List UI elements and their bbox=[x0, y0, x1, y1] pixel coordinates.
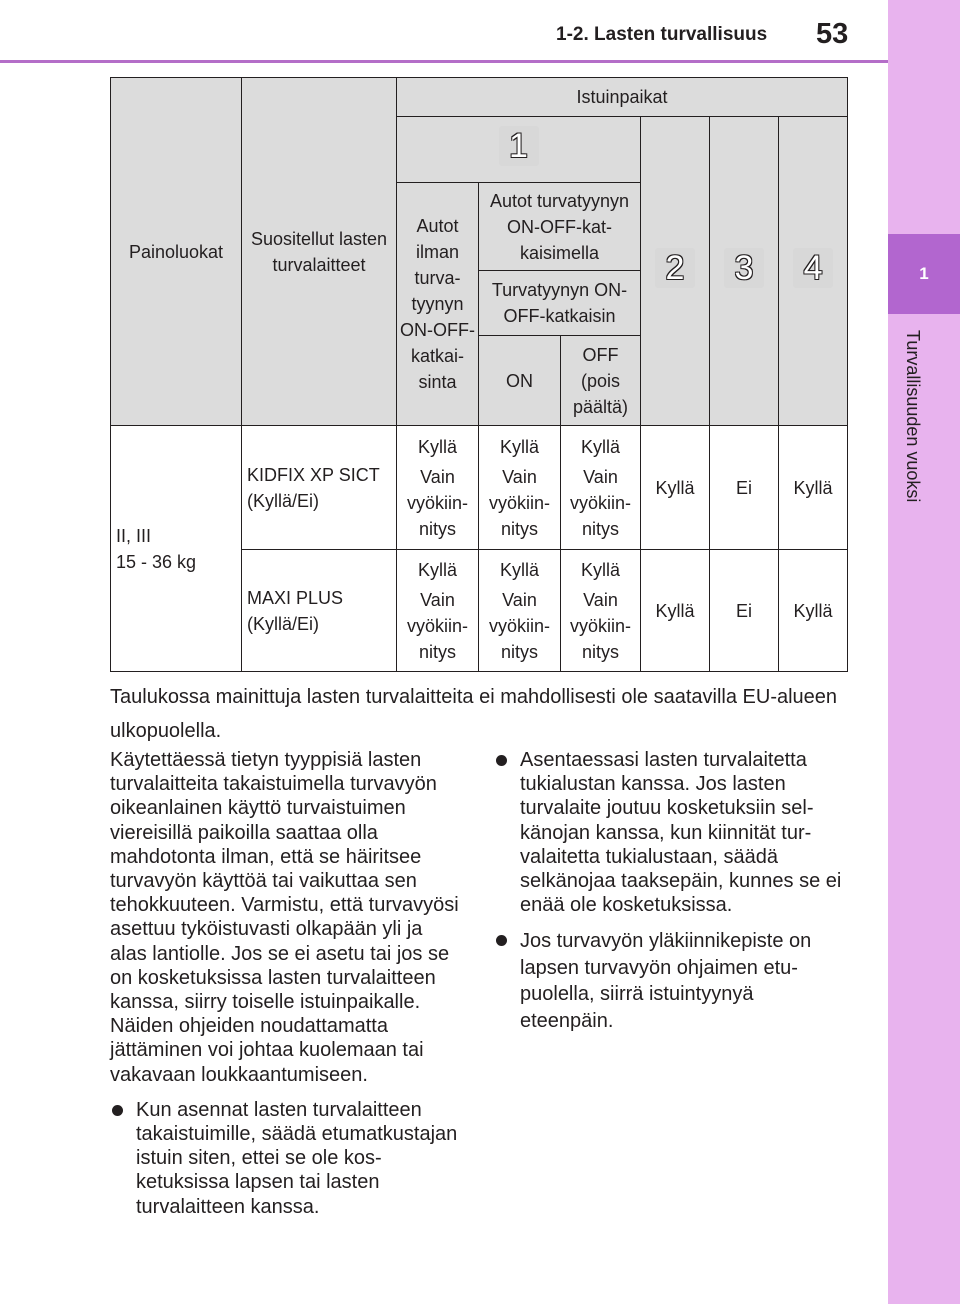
bullet-icon bbox=[496, 935, 507, 946]
cell-switch-off: Kyllä Vain vyökiinnitys bbox=[561, 426, 641, 550]
seatbelt-paragraph: Käytettäessä tietyn tyyppisiä lasten turvalaitteita takaistuimella turvavyön oikeanlainen käyttö turvaistuimen viereisillä paikoilla saattaa olla mahdotonta ilman, että se häiritsee turvavyön käyttöä tai vaikuttaa sen tehokkuuteen. Varmistu, että turvavyösi asettuu tyköistuvasti olkapään yli ja alas lantiolle. Jos se ei asetu tai jos se on kosketuksissa lasten turvalaitteen kanssa, siirry toiselle istuinpaikalle. Näiden ohjeiden noudattamatta jättäminen voi johtaa kuolemaan tai vakavaan loukkaantumiseen. bbox=[110, 749, 459, 1086]
cell-seat-3: Ei bbox=[710, 426, 779, 550]
cell-switch-on: Kyllä Vain vyökiinnitys bbox=[479, 426, 561, 550]
seat-1-icon: 1 bbox=[499, 126, 539, 166]
table-row bbox=[111, 426, 848, 550]
list-item: Asentaessasi lasten turvalaitetta tukialustan kanssa. Jos lasten turvalaite joutuu kosketuksiin selkänojan kanssa, kun kiinnität turvalaitetta tukialustaan, säädä selkänojaa taaksepäin, kunnes se ei enää ole kosketuksissa. bbox=[494, 748, 846, 917]
device-cell: MAXI PLUS (Kyllä/Ei) bbox=[242, 550, 397, 672]
header-cars-with-switch: Autot turvatyynyn ON-OFF-katkaisimella bbox=[479, 183, 641, 271]
cell-seat-4: Kyllä bbox=[779, 550, 848, 672]
header-recommended-devices: Suositellut lasten turvalaitteet bbox=[242, 78, 397, 426]
bullet-icon bbox=[496, 755, 507, 766]
weight-range: 15 - 36 kg bbox=[116, 551, 197, 572]
child-seat-suitability-table bbox=[110, 77, 848, 672]
cell-seat-3: Ei bbox=[710, 550, 779, 672]
chapter-title-vertical: Turvallisuuden vuoksi bbox=[903, 330, 923, 503]
cell-seat-2: Kyllä bbox=[641, 426, 710, 550]
device-cell: KIDFIX XP SICT (Kyllä/Ei) bbox=[242, 426, 397, 550]
header-seating-positions: Istuinpaikat bbox=[397, 78, 848, 117]
seat-4-icon: 4 bbox=[793, 248, 833, 288]
availability-note: Taulukossa mainittuja lasten turvalaitteita ei mahdollisesti ole saatavilla EU-alueen ulkopuolella. bbox=[110, 686, 838, 742]
header-divider bbox=[0, 60, 888, 63]
seat-2-header bbox=[641, 117, 710, 426]
header-weight-class: Painoluokat bbox=[111, 78, 242, 426]
right-column bbox=[494, 748, 846, 1034]
header-cars-without-switch: Autot ilman turvatyynyn ON-OFF-katkaisinta bbox=[397, 183, 479, 426]
section-title: 1-2. Lasten turvallisuus bbox=[556, 24, 768, 45]
bullet-icon bbox=[112, 1105, 123, 1116]
list-item: Jos turvavyön yläkiinnikepiste on lapsen turvavyön ohjaimen etupuolella, siirrä istuintyynyä eteenpäin. bbox=[494, 928, 846, 1034]
cell-seat-2: Kyllä bbox=[641, 550, 710, 672]
chapter-side-band bbox=[888, 0, 960, 1304]
cell-no-switch: Kyllä Vain vyökiinnitys bbox=[397, 426, 479, 550]
header-switch-off: OFF (pois päältä) bbox=[561, 336, 641, 426]
chapter-number-tab[interactable]: 1 bbox=[888, 234, 960, 314]
header-switch-on: ON bbox=[479, 336, 561, 426]
seat-3-icon: 3 bbox=[724, 248, 764, 288]
list-item: Kun asennat lasten turvalaitteen takaistuimille, säädä etumatkustajan istuin siten, ettei se ole kosketuksissa lapsen tai lasten turvalaitteen kanssa. bbox=[110, 1098, 462, 1219]
seat-1-header bbox=[397, 117, 641, 183]
header-airbag-switch: Turvatyynyn ON-OFF-katkaisin bbox=[479, 271, 641, 336]
weight-class: II, III bbox=[116, 525, 152, 546]
cell-switch-off: Kyllä Vain vyökiinnitys bbox=[561, 550, 641, 672]
page-number: 53 bbox=[816, 18, 849, 50]
weight-class-cell bbox=[111, 426, 242, 672]
cell-seat-4: Kyllä bbox=[779, 426, 848, 550]
seat-4-header bbox=[779, 117, 848, 426]
cell-switch-on: Kyllä Vain vyökiinnitys bbox=[479, 550, 561, 672]
cell-no-switch: Kyllä Vain vyökiinnitys bbox=[397, 550, 479, 672]
seat-3-header bbox=[710, 117, 779, 426]
left-column bbox=[110, 748, 462, 1219]
seat-2-icon: 2 bbox=[655, 248, 695, 288]
